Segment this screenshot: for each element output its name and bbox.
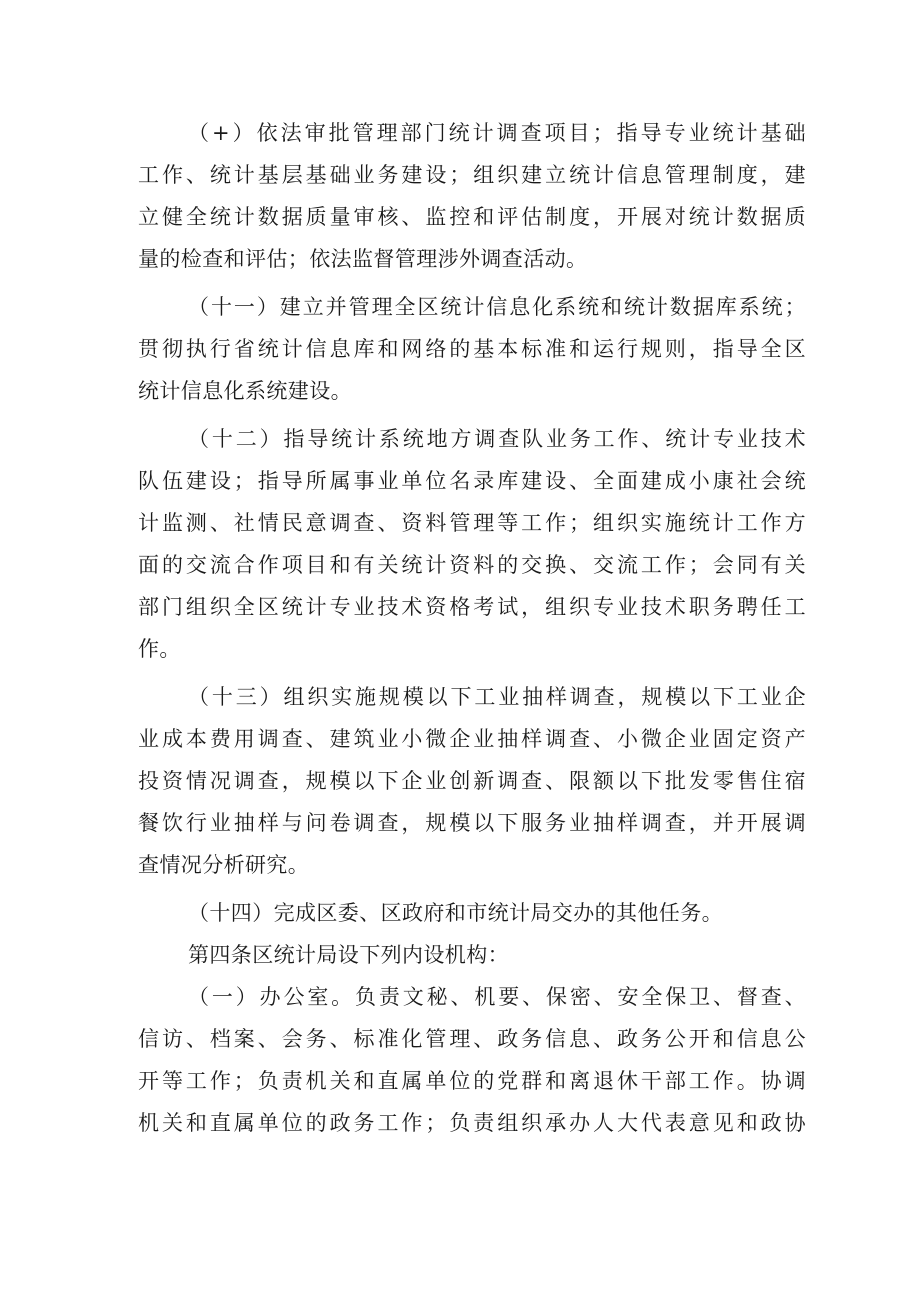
text-line: 队伍建设；指导所属事业单位名录库建设、全面建成小康社会统 (138, 469, 806, 493)
paragraph-item-13 (138, 676, 806, 886)
text-line: （十四）完成区委、区政府和市统计局交办的其他任务。 (188, 901, 723, 925)
article-4-heading (138, 934, 806, 976)
text-line: 统计信息化系统建设。 (138, 379, 352, 403)
document-body (138, 112, 806, 1144)
text-line: 业成本费用调查、建筑业小微企业抽样调查、小微企业固定资产 (138, 727, 806, 751)
text-line: 机关和直属单位的政务工作；负责组织承办人大代表意见和政协 (138, 1111, 806, 1135)
paragraph-office (138, 976, 806, 1144)
text-line: 部门组织全区统计专业技术资格考试，组织专业技术职务聘任工 (138, 595, 806, 619)
text-line: （一）办公室。负责文秘、机要、保密、安全保卫、督查、 (188, 985, 806, 1009)
text-line: （十二）指导统计系统地方调查队业务工作、统计专业技术 (188, 427, 806, 451)
text-line: 餐饮行业抽样与问卷调查，规模以下服务业抽样调查，并开展调 (138, 811, 806, 835)
text-line: 贯彻执行省统计信息库和网络的基本标准和运行规则，指导全区 (138, 337, 806, 361)
paragraph-item-14 (138, 892, 806, 934)
text-line: 计监测、社情民意调查、资料管理等工作；组织实施统计工作方 (138, 511, 806, 535)
text-line: 面的交流合作项目和有关统计资料的交换、交流工作；会同有关 (138, 553, 806, 577)
paragraph-item-11 (138, 286, 806, 412)
text-line: （十一）建立并管理全区统计信息化系统和统计数据库系统； (188, 295, 806, 319)
text-line: （+）依法审批管理部门统计调查项目；指导专业统计基础 (188, 121, 806, 145)
text-line: 投资情况调查，规模以下企业创新调查、限额以下批发零售住宿 (138, 769, 806, 793)
text-line: 立健全统计数据质量审核、监控和评估制度，开展对统计数据质 (138, 205, 806, 229)
paragraph-item-10 (138, 112, 806, 280)
text-line: 量的检查和评估；依法监督管理涉外调查活动。 (138, 247, 588, 271)
text-line: 查情况分析研究。 (138, 853, 310, 877)
text-line: 作。 (138, 637, 181, 661)
text-line: 信访、档案、会务、标准化管理、政务信息、政务公开和信息公 (138, 1027, 806, 1051)
text-line: 开等工作；负责机关和直属单位的党群和离退休干部工作。协调 (138, 1069, 806, 1093)
paragraph-item-12 (138, 418, 806, 670)
text-line: 工作、统计基层基础业务建设；组织建立统计信息管理制度，建 (138, 163, 806, 187)
text-line: （十三）组织实施规模以下工业抽样调查，规模以下工业企 (188, 685, 806, 709)
text-line: 第四条区统计局设下列内设机构： (188, 943, 509, 967)
